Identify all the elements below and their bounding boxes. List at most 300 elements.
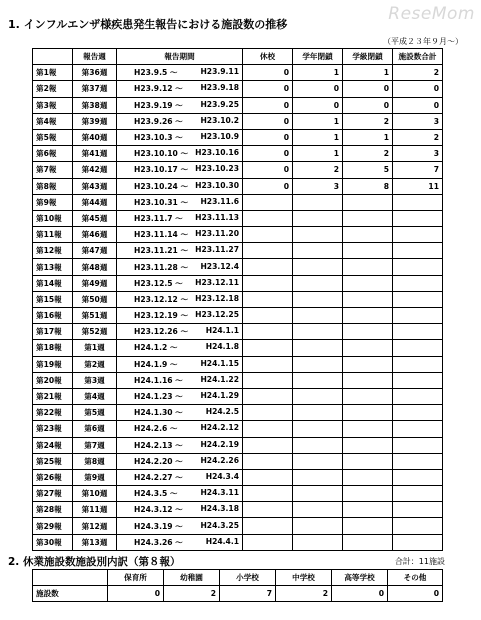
report-period: [117, 275, 243, 291]
period-start: H23.11.7 ～: [134, 213, 183, 223]
report-period: [117, 372, 243, 388]
table-row: [33, 129, 443, 145]
report-period: [117, 421, 243, 437]
school-closure-count: [243, 308, 293, 324]
grade-closure-count: [293, 437, 343, 453]
period-start: H23.10.3 ～: [134, 133, 183, 143]
report-number: 第15報: [33, 291, 73, 307]
school-closure-count: [243, 356, 293, 372]
school-closure-count: [243, 259, 293, 275]
period-end: H24.2.12: [200, 423, 239, 433]
table-row: [33, 243, 443, 259]
report-week: 第52週: [73, 324, 117, 340]
period-end: H23.11.20: [195, 229, 239, 239]
class-closure-count: [343, 469, 393, 485]
period-start: H23.12.12 ～: [134, 294, 189, 304]
period-start: H24.1.30 ～: [134, 408, 183, 418]
class-closure-count: [343, 388, 393, 404]
table-row: [33, 586, 443, 602]
value-high-school: 0: [332, 586, 388, 602]
report-period: [117, 502, 243, 518]
report-period: [117, 178, 243, 194]
table-row: [33, 275, 443, 291]
grade-closure-count: 1: [293, 65, 343, 81]
facility-total: [393, 210, 443, 226]
grade-closure-count: [293, 308, 343, 324]
period-start: H23.9.5 ～: [134, 68, 178, 78]
class-closure-count: [343, 227, 393, 243]
report-number: 第20報: [33, 372, 73, 388]
table-row: [33, 146, 443, 162]
facility-total: [393, 227, 443, 243]
report-period: [117, 340, 243, 356]
report-week: 第51週: [73, 308, 117, 324]
facility-total: [393, 486, 443, 502]
report-period: [117, 162, 243, 178]
period-start: H23.9.12 ～: [134, 84, 183, 94]
school-closure-count: [243, 388, 293, 404]
grade-closure-count: [293, 388, 343, 404]
school-closure-count: 0: [243, 129, 293, 145]
report-week: 第5週: [73, 405, 117, 421]
period-end: H24.3.18: [200, 504, 239, 514]
value-junior-high: 2: [276, 586, 332, 602]
period-end: H24.2.19: [200, 439, 239, 449]
report-number: 第9報: [33, 194, 73, 210]
facility-total: [393, 502, 443, 518]
period-start: H24.1.2 ～: [134, 343, 178, 353]
header-kindergarten: 幼稚園: [164, 570, 220, 586]
report-week: 第11週: [73, 502, 117, 518]
report-period: [117, 227, 243, 243]
grade-closure-count: [293, 275, 343, 291]
row-label: 施設数: [33, 586, 108, 602]
period-start: H24.2.27 ～: [134, 472, 183, 482]
period-start: H23.9.19 ～: [134, 100, 183, 110]
period-start: H23.12.5 ～: [134, 278, 183, 288]
table-row: [33, 372, 443, 388]
table-row: [33, 97, 443, 113]
table-row: [33, 65, 443, 81]
section2-total: 合計：11施設: [394, 557, 445, 566]
class-closure-count: 2: [343, 113, 393, 129]
report-number: 第3報: [33, 97, 73, 113]
period-start: H23.9.26 ～: [134, 116, 183, 126]
report-period: [117, 259, 243, 275]
grade-closure-count: [293, 340, 343, 356]
grade-closure-count: [293, 405, 343, 421]
report-number: 第12報: [33, 243, 73, 259]
report-number: 第25報: [33, 453, 73, 469]
report-period: [117, 81, 243, 97]
report-week: 第12週: [73, 518, 117, 534]
table-row: [33, 453, 443, 469]
report-number: 第6報: [33, 146, 73, 162]
report-period: [117, 453, 243, 469]
grade-closure-count: [293, 194, 343, 210]
report-number: 第22報: [33, 405, 73, 421]
report-number: 第24報: [33, 437, 73, 453]
facility-total: [393, 388, 443, 404]
class-closure-count: [343, 502, 393, 518]
period-end: H23.12.18: [195, 293, 239, 303]
facility-total: 0: [393, 81, 443, 97]
class-closure-count: [343, 356, 393, 372]
school-closure-count: [243, 210, 293, 226]
report-week: 第9週: [73, 469, 117, 485]
school-closure-count: [243, 243, 293, 259]
report-week: 第48週: [73, 259, 117, 275]
report-number: 第18報: [33, 340, 73, 356]
grade-closure-count: 0: [293, 81, 343, 97]
period-end: H24.1.29: [200, 391, 239, 401]
report-week: 第6週: [73, 421, 117, 437]
header-nursery: 保育所: [108, 570, 164, 586]
facility-total: [393, 340, 443, 356]
period-start: H23.10.17 ～: [134, 165, 189, 175]
period-end: H23.10.30: [195, 180, 239, 190]
grade-closure-count: 1: [293, 129, 343, 145]
report-period: [117, 518, 243, 534]
report-week: 第41週: [73, 146, 117, 162]
report-number: 第23報: [33, 421, 73, 437]
grade-closure-count: [293, 210, 343, 226]
period-start: H23.11.28 ～: [134, 262, 189, 272]
period-start: H24.3.12 ～: [134, 505, 183, 515]
header-other: その他: [388, 570, 443, 586]
period-start: H23.12.19 ～: [134, 311, 189, 321]
table-row: [33, 227, 443, 243]
value-elementary: 7: [220, 586, 276, 602]
report-period: [117, 437, 243, 453]
facility-total: [393, 421, 443, 437]
report-number: 第13報: [33, 259, 73, 275]
school-closure-count: 0: [243, 162, 293, 178]
class-closure-count: [343, 534, 393, 550]
table-row: [33, 178, 443, 194]
table-row: [33, 81, 443, 97]
period-start: H23.12.26 ～: [134, 327, 189, 337]
header-junior-high: 中学校: [276, 570, 332, 586]
period-end: H24.1.1: [205, 326, 239, 336]
grade-closure-count: [293, 469, 343, 485]
section1-title: 1. インフルエンザ様疾患発生報告における施設数の推移: [8, 18, 288, 31]
report-week: 第40週: [73, 129, 117, 145]
table-row: [33, 502, 443, 518]
report-period: [117, 129, 243, 145]
period-end: H23.9.25: [200, 99, 239, 109]
grade-closure-count: [293, 421, 343, 437]
period-end: H24.1.22: [200, 374, 239, 384]
school-closure-count: [243, 291, 293, 307]
school-closure-count: [243, 194, 293, 210]
school-closure-count: [243, 518, 293, 534]
header-school-closure: 休校: [243, 49, 293, 65]
class-closure-count: [343, 210, 393, 226]
facility-total: 7: [393, 162, 443, 178]
report-period: [117, 194, 243, 210]
report-number: 第29報: [33, 518, 73, 534]
school-closure-count: [243, 324, 293, 340]
period-end: H23.12.11: [195, 277, 239, 287]
school-closure-count: [243, 437, 293, 453]
period-end: H24.3.4: [205, 471, 239, 481]
period-start: H23.10.24 ～: [134, 181, 189, 191]
report-week: 第39週: [73, 113, 117, 129]
period-end: H23.12.25: [195, 310, 239, 320]
value-other: 0: [388, 586, 443, 602]
period-start: H24.3.19 ～: [134, 521, 183, 531]
report-number: 第27報: [33, 486, 73, 502]
table-row: [33, 308, 443, 324]
report-week: 第8週: [73, 453, 117, 469]
period-start: H24.2.6 ～: [134, 424, 178, 434]
table-row: [33, 324, 443, 340]
period-start: H23.11.14 ～: [134, 230, 189, 240]
grade-closure-count: 1: [293, 113, 343, 129]
report-period: [117, 324, 243, 340]
report-number: 第1報: [33, 65, 73, 81]
period-end: H24.2.5: [205, 407, 239, 417]
school-closure-count: [243, 275, 293, 291]
period-end: H23.10.23: [195, 164, 239, 174]
period-start: H24.3.5 ～: [134, 489, 178, 499]
period-end: H23.11.13: [195, 212, 239, 222]
facility-total: [393, 372, 443, 388]
grade-closure-count: [293, 259, 343, 275]
table-row: [33, 486, 443, 502]
facility-total: [393, 243, 443, 259]
table-row: [33, 291, 443, 307]
report-period: [117, 291, 243, 307]
facility-breakdown-table: [32, 569, 443, 602]
period-end: H23.10.16: [195, 148, 239, 158]
report-week: 第44週: [73, 194, 117, 210]
facility-total: [393, 405, 443, 421]
grade-closure-count: [293, 324, 343, 340]
header-class-closure: 学級閉鎖: [343, 49, 393, 65]
class-closure-count: [343, 405, 393, 421]
report-period: [117, 146, 243, 162]
class-closure-count: 5: [343, 162, 393, 178]
grade-closure-count: [293, 502, 343, 518]
period-start: H23.11.21 ～: [134, 246, 189, 256]
report-period: [117, 113, 243, 129]
report-week: 第50週: [73, 291, 117, 307]
report-week: 第36週: [73, 65, 117, 81]
facility-total: 3: [393, 146, 443, 162]
school-closure-count: [243, 469, 293, 485]
school-closure-count: 0: [243, 178, 293, 194]
report-week: 第42週: [73, 162, 117, 178]
value-nursery: 0: [108, 586, 164, 602]
section1-note: （平成２３年９月～）: [383, 37, 463, 46]
facility-total: [393, 453, 443, 469]
table-row: [33, 388, 443, 404]
school-closure-count: [243, 340, 293, 356]
report-week: 第1週: [73, 340, 117, 356]
school-closure-count: [243, 372, 293, 388]
report-week: 第3週: [73, 372, 117, 388]
grade-closure-count: [293, 356, 343, 372]
report-number: 第19報: [33, 356, 73, 372]
period-end: H23.10.2: [200, 115, 239, 125]
table-row: [33, 162, 443, 178]
school-closure-count: [243, 227, 293, 243]
class-closure-count: [343, 194, 393, 210]
facility-total: 2: [393, 129, 443, 145]
report-week: 第47週: [73, 243, 117, 259]
header-week: 報告週: [73, 49, 117, 65]
report-week: 第2週: [73, 356, 117, 372]
table-header-row: [33, 570, 443, 586]
grade-closure-count: 1: [293, 146, 343, 162]
grade-closure-count: [293, 227, 343, 243]
header-period: 報告期間: [117, 49, 243, 65]
class-closure-count: 2: [343, 146, 393, 162]
report-week: 第38週: [73, 97, 117, 113]
report-week: 第46週: [73, 227, 117, 243]
period-end: H23.9.11: [200, 67, 239, 77]
period-end: H24.3.11: [200, 488, 239, 498]
facility-total: [393, 308, 443, 324]
report-period: [117, 469, 243, 485]
report-period: [117, 486, 243, 502]
grade-closure-count: [293, 372, 343, 388]
table-header-row: [33, 49, 443, 65]
report-number: 第10報: [33, 210, 73, 226]
grade-closure-count: [293, 518, 343, 534]
report-period: [117, 534, 243, 550]
header-high-school: 高等学校: [332, 570, 388, 586]
header-elementary: 小学校: [220, 570, 276, 586]
period-end: H24.4.1: [205, 536, 239, 546]
class-closure-count: 0: [343, 81, 393, 97]
watermark-logo: ReseMom: [388, 4, 475, 24]
class-closure-count: 1: [343, 129, 393, 145]
facility-total: [393, 194, 443, 210]
period-start: H23.10.31 ～: [134, 197, 189, 207]
class-closure-count: [343, 518, 393, 534]
class-closure-count: 8: [343, 178, 393, 194]
facility-total: 3: [393, 113, 443, 129]
report-number: 第8報: [33, 178, 73, 194]
facility-total: [393, 259, 443, 275]
period-end: H23.12.4: [200, 261, 239, 271]
period-start: H24.2.20 ～: [134, 456, 183, 466]
period-start: H24.1.23 ～: [134, 392, 183, 402]
table-row: [33, 113, 443, 129]
school-closure-count: [243, 534, 293, 550]
school-closure-count: [243, 486, 293, 502]
facility-total: [393, 534, 443, 550]
table-row: [33, 421, 443, 437]
period-end: H23.11.6: [200, 196, 239, 206]
report-number: 第4報: [33, 113, 73, 129]
class-closure-count: [343, 437, 393, 453]
report-period: [117, 97, 243, 113]
period-start: H24.3.26 ～: [134, 537, 183, 547]
value-kindergarten: 2: [164, 586, 220, 602]
class-closure-count: [343, 421, 393, 437]
grade-closure-count: [293, 243, 343, 259]
class-closure-count: [343, 372, 393, 388]
report-period: [117, 356, 243, 372]
school-closure-count: 0: [243, 81, 293, 97]
header-grade-closure: 学年閉鎖: [293, 49, 343, 65]
report-number: 第30報: [33, 534, 73, 550]
table-row: [33, 437, 443, 453]
facility-total: [393, 291, 443, 307]
grade-closure-count: [293, 453, 343, 469]
report-number: 第7報: [33, 162, 73, 178]
school-closure-count: 0: [243, 113, 293, 129]
school-closure-count: [243, 405, 293, 421]
facility-total: 11: [393, 178, 443, 194]
table-row: [33, 534, 443, 550]
period-start: H23.10.10 ～: [134, 149, 189, 159]
period-start: H24.2.13 ～: [134, 440, 183, 450]
table-row: [33, 356, 443, 372]
report-number: 第16報: [33, 308, 73, 324]
class-closure-count: [343, 340, 393, 356]
report-week: 第43週: [73, 178, 117, 194]
class-closure-count: [343, 453, 393, 469]
class-closure-count: [343, 486, 393, 502]
class-closure-count: [343, 324, 393, 340]
facility-total: [393, 356, 443, 372]
table-row: [33, 259, 443, 275]
report-number: 第17報: [33, 324, 73, 340]
report-week: 第10週: [73, 486, 117, 502]
report-number: 第14報: [33, 275, 73, 291]
class-closure-count: [343, 275, 393, 291]
report-number: 第28報: [33, 502, 73, 518]
table-row: [33, 340, 443, 356]
facility-total: 0: [393, 97, 443, 113]
grade-closure-count: [293, 534, 343, 550]
facility-total: [393, 518, 443, 534]
class-closure-count: [343, 243, 393, 259]
table-row: [33, 210, 443, 226]
period-end: H24.2.26: [200, 455, 239, 465]
report-week: 第13週: [73, 534, 117, 550]
school-closure-count: [243, 453, 293, 469]
report-number: 第2報: [33, 81, 73, 97]
school-closure-count: 0: [243, 65, 293, 81]
class-closure-count: [343, 291, 393, 307]
report-week: 第4週: [73, 388, 117, 404]
report-number: 第11報: [33, 227, 73, 243]
header-total: 施設数合計: [393, 49, 443, 65]
header-blank: [33, 570, 108, 586]
class-closure-count: [343, 308, 393, 324]
report-week: 第7週: [73, 437, 117, 453]
report-period: [117, 388, 243, 404]
grade-closure-count: 2: [293, 162, 343, 178]
grade-closure-count: 0: [293, 97, 343, 113]
report-period: [117, 210, 243, 226]
report-number: 第26報: [33, 469, 73, 485]
grade-closure-count: 3: [293, 178, 343, 194]
report-number: 第21報: [33, 388, 73, 404]
period-end: H24.1.8: [205, 342, 239, 352]
period-end: H23.11.27: [195, 245, 239, 255]
period-start: H24.1.9 ～: [134, 359, 178, 369]
class-closure-count: 0: [343, 97, 393, 113]
report-period: [117, 405, 243, 421]
period-start: H24.1.16 ～: [134, 375, 183, 385]
